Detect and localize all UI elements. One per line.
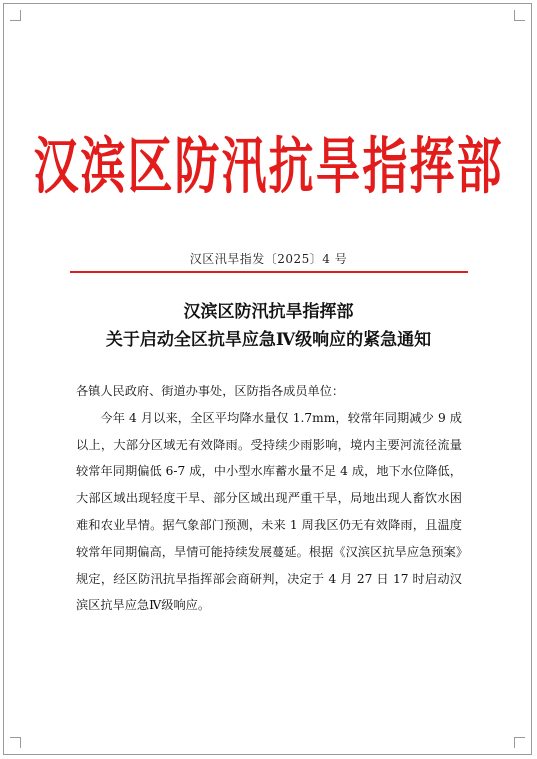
notice-title-line-2: 关于启动全区抗旱应急Ⅳ级响应的紧急通知 xyxy=(105,330,432,350)
document-page xyxy=(3,3,532,755)
notice-title-line-1: 汉滨区防汛抗旱指挥部 xyxy=(183,302,354,322)
addressee-line: 各镇人民政府、街道办事处，区防指各成员单位： xyxy=(76,384,345,398)
notice-body xyxy=(76,378,462,619)
crop-mark-bottom-left xyxy=(10,737,21,748)
crop-mark-bottom-right xyxy=(514,737,525,748)
document-number: 汉区汛旱指发〔2025〕4 号 xyxy=(189,252,348,266)
issuer-masthead: 汉滨区防汛抗旱指挥部 xyxy=(33,130,504,202)
body-paragraph: 今年 4 月以来，全区平均降水量仅 1.7mm，较常年同期减少 9 成以上，大部分区域无有效降雨。受持续少雨影响，境内主要河流径流量较常年同期偏低 6-7 成，中小型水库蓄水量不足 4 成，地下水位降低，大部区域出现轻度干旱、部分区域出现严重干旱，局地出现人畜饮水困难和农业旱情。据气象部门预测，未来 1 周我区仍无有效降雨，且温度较常年同期偏高，旱情可能持续发展蔓延。根据《汉滨区抗旱应急预案》规定，经区防汛抗旱指挥部会商研判，决定于 4 月 27 日 17 时启动汉滨区抗旱应急Ⅳ级响应。 xyxy=(76,410,462,613)
red-divider-rule xyxy=(70,271,468,273)
crop-mark-top-right xyxy=(514,10,525,21)
crop-mark-top-left xyxy=(10,10,21,21)
